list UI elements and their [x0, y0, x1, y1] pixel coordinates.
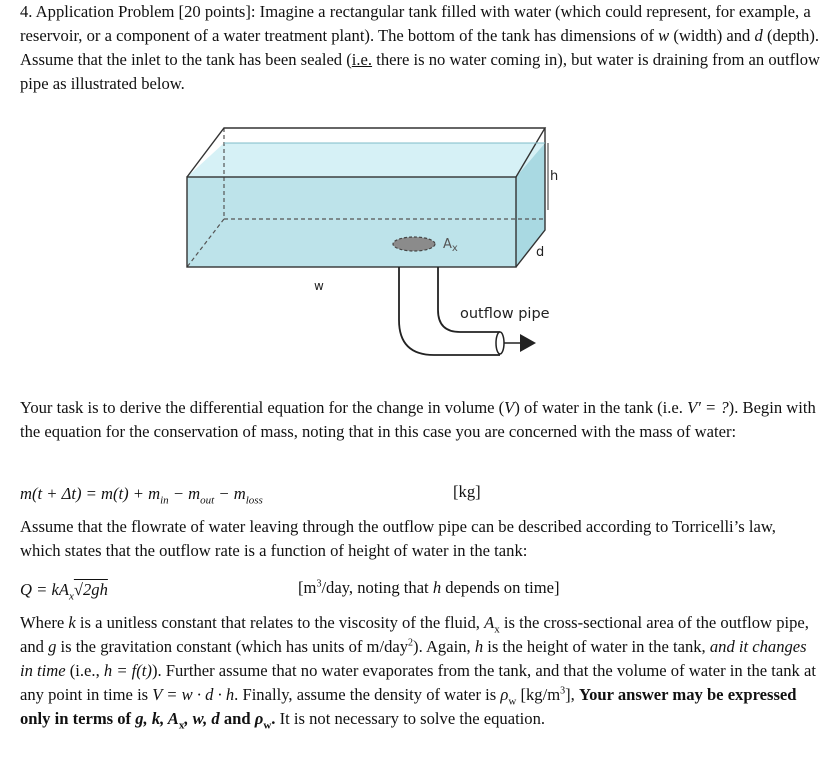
eq1-sub-in: in [160, 494, 169, 507]
bold-text: . [271, 709, 276, 728]
eq2-unit-h: h [432, 578, 442, 597]
task-text: ) of water in the tank (i.e. [514, 398, 688, 417]
final-text: is the cross-sectional area of the outflow pipe, and [20, 613, 809, 656]
eq1-text: m(t + Δt) = m(t) + m [20, 484, 161, 503]
var-d: d [754, 26, 763, 45]
final-paragraph [20, 611, 820, 731]
var-v: V [504, 398, 515, 417]
ie-abbrev: i.e. [351, 50, 373, 69]
label-ax: $A_x$ [443, 237, 458, 254]
bold-vars: , w, d [184, 709, 220, 728]
torricelli-equation [20, 578, 108, 602]
var-k: k [68, 613, 76, 632]
final-text: ). Further assume that no water evaporates from the tank, and that the volume of water in the tank at any point in time is [20, 661, 816, 704]
var-g: g [48, 637, 57, 656]
bold-text: Your answer may be expressed only in terms of [20, 685, 797, 728]
bold-vars-sub: x [178, 719, 185, 732]
var-w: w [658, 26, 670, 45]
eq2-unit-text: [m [298, 578, 317, 597]
flow-arrow-head [520, 334, 536, 352]
intro-text: 4. Application Problem [20 points]: Imagine a rectangular tank filled with water (which could represent, for example, a reservoir, or a component of a water treatment plant). The bottom of the tank has dimensions of [20, 2, 811, 45]
var-ax: A [484, 613, 495, 632]
v-prime: V′ = ? [687, 398, 729, 417]
bold-text: and [219, 709, 255, 728]
sup-3: 3 [560, 685, 566, 697]
eq1-text: − m [168, 484, 201, 503]
var-h: h [474, 637, 484, 656]
bold-rho: ρ [254, 709, 264, 728]
final-text: ). Again, [413, 637, 475, 656]
volume-formula: V = w · d · h [152, 685, 235, 704]
final-text: is the height of water in the tank, [483, 637, 710, 656]
var-ax-sub: x [494, 623, 500, 636]
mass-conservation-equation [20, 482, 263, 506]
label-d: d [536, 245, 545, 260]
var-rho: ρ [500, 685, 509, 704]
final-text: (i.e., [65, 661, 104, 680]
eq2-unit [298, 576, 560, 600]
task-text: ). Begin with the equation for the conservation of mass, noting that in this case you are concerned with the mass of water: [20, 398, 816, 441]
final-text: Where [20, 613, 69, 632]
eq2-unit-text: /day, noting that [321, 578, 433, 597]
eq1-text: − m [214, 484, 246, 503]
eq2-sub-x: x [68, 590, 74, 603]
final-text: is a unitless constant that relates to the viscosity of the fluid, [75, 613, 485, 632]
final-italic-text: and it changes in time [20, 637, 807, 680]
task-paragraph [20, 396, 820, 444]
final-text: It is not necessary to solve the equation. [275, 709, 546, 728]
pipe-outlet [496, 332, 504, 354]
eq2-unit-text: depends on time] [441, 578, 560, 597]
outflow-hole [393, 237, 435, 251]
bold-vars: g, k, A [135, 709, 179, 728]
final-text: ], [565, 685, 579, 704]
label-outflow-pipe: outflow pipe [460, 306, 550, 322]
eq1-sub-loss: loss [245, 494, 263, 507]
task-text: Your task is to derive the differential equation for the change in volume ( [20, 398, 505, 417]
eq1-sub-out: out [200, 494, 215, 507]
intro-text: there is no water coming in), but water is draining from an outflow pipe as illustrated below. [20, 50, 820, 93]
eq2-unit-sup: 3 [316, 578, 322, 590]
intro-text: (width) and [669, 26, 755, 45]
h-equals-f-t: h = f(t) [103, 661, 152, 680]
label-h: h [550, 169, 559, 184]
intro-text: (depth). Assume that the inlet to the tank has been sealed ( [20, 26, 820, 69]
eq2-sqrt: √2gh [73, 580, 108, 599]
eq1-unit: [kg] [453, 482, 481, 501]
water-top-surface [187, 143, 545, 177]
eq2-text: Q = kA [20, 580, 69, 599]
label-w: w [314, 279, 324, 293]
torricelli-paragraph: Assume that the flowrate of water leaving through the outflow pipe can be described according to Torricelli’s law, which states that the outflow rate is a function of height of water in the tank: [20, 517, 776, 560]
sup-2: 2 [408, 637, 414, 649]
bold-rho-sub: w [263, 719, 272, 732]
final-text: . Finally, assume the density of water is [234, 685, 501, 704]
var-rho-sub: w [508, 695, 517, 708]
final-text: is the gravitation constant (which has units of m/day [56, 637, 409, 656]
final-text: [kg/m [516, 685, 561, 704]
water-front-face [187, 177, 516, 267]
